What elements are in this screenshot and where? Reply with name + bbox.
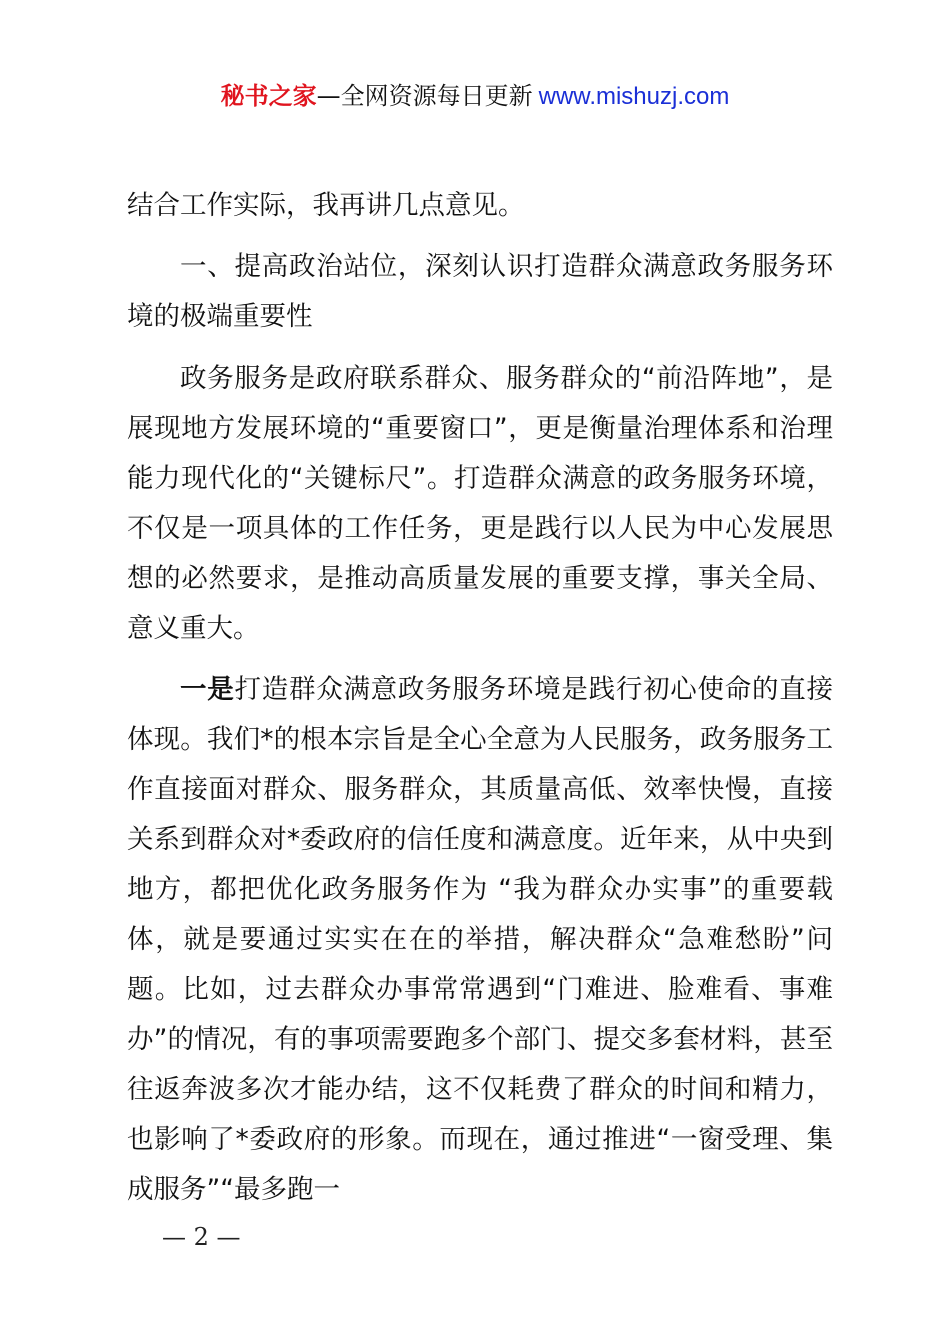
header-tagline: —全网资源每日更新 [316,82,533,110]
site-url[interactable]: www.mishuzj.com [538,83,730,110]
intro-paragraph: 结合工作实际，我再讲几点意见。 [127,190,525,221]
page-number: — 2 — [162,1223,241,1251]
point-text: 打造群众满意政务服务环境是践行初心使命的直接体现。我们*的根本宗旨是全心全意为人民服务，政务服务工作直接面对群众、服务群众，其质量高低、效率快慢，直接关系到群众对*委政府的信任度和满意度。近年来，从中央到地方，都把优化政务服务作为 “我为群众办实事”的重要载体，就是要通过实实在在的举措，解决群众“急难愁盼”问题。比如，过去群众办事常常遇到“门难进、脸难看、事难办”的情况，有的事项需要跑多个部门、提交多套材料，甚至往返奔波多次才能办结，这不仅耗费了群众的时间和精力，也影响了*委政府的形象。而现在，通过推进“一窗受理、集成服务”“最多跑一 [127,674,834,1205]
site-header [0,78,950,115]
body-paragraph: 政务服务是政府联系群众、服务群众的“前沿阵地”，是展现地方发展环境的“重要窗口”，更是衡量治理体系和治理能力现代化的“关键标尺”。打造群众满意的政务服务环境，不仅是一项具体的工作任务，更是践行以人民为中心发展思想的必然要求，是推动高质量发展的重要支撑，事关全局、意义重大。 [127,363,833,644]
section-heading: 一、提高政治站位，深刻认识打造群众满意政务服务环境的极端重要性 [127,251,833,332]
brand-name: 秘书之家 [220,82,317,110]
point-lead: 一是 [180,674,235,705]
body-paragraph-point-one [127,665,833,1215]
document-body [127,181,833,1215]
